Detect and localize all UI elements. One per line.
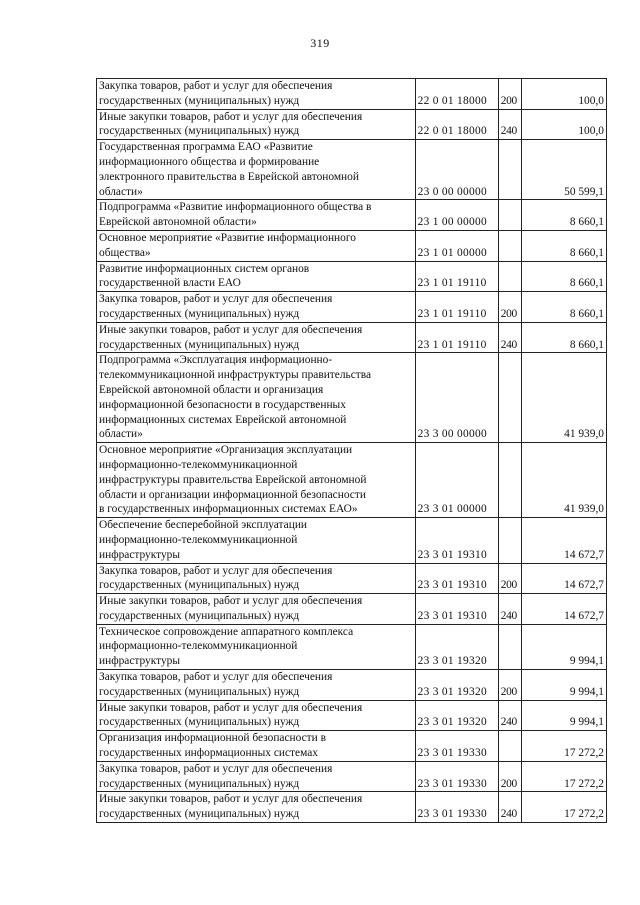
- cell-amount: 17 272,2: [521, 731, 606, 762]
- cell-name: Основное мероприятие «Организация эксплуатации информационно-телекоммуникационной инфраструктуры правительства Еврейской автономной области и организации информационной безопасности в государственных информационных системах ЕАО»: [97, 443, 416, 518]
- cell-expense-type: [498, 624, 521, 669]
- cell-target-article: 23 3 01 19310: [415, 594, 498, 625]
- cell-name: Подпрограмма «Эксплуатация информационно- телекоммуникационной инфраструктуры правительства Еврейской автономной области и организация информационной безопасности в государственных информационных системах Еврейской автономной области»: [97, 353, 416, 443]
- cell-amount: 17 272,2: [521, 761, 606, 792]
- cell-target-article: 23 0 00 00000: [415, 140, 498, 200]
- table-row: [97, 792, 607, 823]
- cell-expense-type: [498, 731, 521, 762]
- cell-expense-type: 200: [498, 563, 521, 594]
- table-row: [97, 700, 607, 731]
- cell-expense-type: [498, 518, 521, 563]
- cell-name: Организация информационной безопасности в государственных информационных системах: [97, 731, 416, 762]
- cell-name: Иные закупки товаров, работ и услуг для обеспечения государственных (муниципальных) нужд: [97, 109, 416, 140]
- cell-name: Подпрограмма «Развитие информационного общества в Еврейской автономной области»: [97, 200, 416, 231]
- table-row: [97, 261, 607, 292]
- cell-name: Закупка товаров, работ и услуг для обеспечения государственных (муниципальных) нужд: [97, 670, 416, 701]
- cell-amount: 50 599,1: [521, 140, 606, 200]
- cell-target-article: 23 3 01 19320: [415, 700, 498, 731]
- cell-expense-type: 200: [498, 79, 521, 110]
- cell-target-article: 23 3 01 00000: [415, 443, 498, 518]
- cell-name: Иные закупки товаров, работ и услуг для обеспечения государственных (муниципальных) нужд: [97, 594, 416, 625]
- cell-name: Иные закупки товаров, работ и услуг для обеспечения государственных (муниципальных) нужд: [97, 700, 416, 731]
- cell-expense-type: 240: [498, 322, 521, 353]
- cell-target-article: 23 1 01 00000: [415, 230, 498, 261]
- cell-name: Обеспечение бесперебойной эксплуатации информационно-телекоммуникационной инфраструктуры: [97, 518, 416, 563]
- cell-expense-type: [498, 443, 521, 518]
- cell-target-article: 23 1 01 19110: [415, 261, 498, 292]
- cell-amount: 8 660,1: [521, 292, 606, 323]
- cell-name: Закупка товаров, работ и услуг для обеспечения государственных (муниципальных) нужд: [97, 761, 416, 792]
- table-row: [97, 670, 607, 701]
- page-number: 319: [310, 36, 330, 50]
- cell-target-article: 22 0 01 18000: [415, 79, 498, 110]
- table-row: [97, 79, 607, 110]
- cell-amount: 14 672,7: [521, 518, 606, 563]
- cell-amount: 9 994,1: [521, 700, 606, 731]
- cell-target-article: 23 3 01 19330: [415, 792, 498, 823]
- cell-amount: 8 660,1: [521, 230, 606, 261]
- table-row: [97, 563, 607, 594]
- table-row: [97, 624, 607, 669]
- cell-target-article: 23 3 00 00000: [415, 353, 498, 443]
- table-row: [97, 292, 607, 323]
- cell-target-article: 23 3 01 19330: [415, 761, 498, 792]
- cell-name: Иные закупки товаров, работ и услуг для обеспечения государственных (муниципальных) нужд: [97, 792, 416, 823]
- cell-expense-type: 200: [498, 761, 521, 792]
- budget-table-body: [97, 79, 607, 823]
- table-row: [97, 594, 607, 625]
- table-row: [97, 200, 607, 231]
- cell-name: Основное мероприятие «Развитие информационного общества»: [97, 230, 416, 261]
- cell-target-article: 23 1 00 00000: [415, 200, 498, 231]
- table-row: [97, 518, 607, 563]
- cell-name: Техническое сопровождение аппаратного комплекса информационно-телекоммуникационной инфраструктуры: [97, 624, 416, 669]
- cell-target-article: 23 3 01 19330: [415, 731, 498, 762]
- cell-amount: 9 994,1: [521, 624, 606, 669]
- table-row: [97, 761, 607, 792]
- cell-expense-type: 240: [498, 792, 521, 823]
- table-row: [97, 353, 607, 443]
- cell-amount: 41 939,0: [521, 443, 606, 518]
- table-row: [97, 109, 607, 140]
- cell-expense-type: 200: [498, 292, 521, 323]
- cell-expense-type: [498, 353, 521, 443]
- table-row: [97, 230, 607, 261]
- cell-amount: 100,0: [521, 79, 606, 110]
- cell-expense-type: 240: [498, 594, 521, 625]
- cell-name: Иные закупки товаров, работ и услуг для обеспечения государственных (муниципальных) нужд: [97, 322, 416, 353]
- cell-expense-type: [498, 140, 521, 200]
- cell-amount: 100,0: [521, 109, 606, 140]
- cell-target-article: 23 1 01 19110: [415, 292, 498, 323]
- cell-name: Закупка товаров, работ и услуг для обеспечения государственных (муниципальных) нужд: [97, 79, 416, 110]
- cell-expense-type: 200: [498, 670, 521, 701]
- table-row: [97, 443, 607, 518]
- table-row: [97, 322, 607, 353]
- cell-amount: 8 660,1: [521, 261, 606, 292]
- cell-amount: 17 272,2: [521, 792, 606, 823]
- budget-table: [96, 78, 607, 823]
- cell-expense-type: 240: [498, 109, 521, 140]
- cell-name: Государственная программа ЕАО «Развитие информационного общества и формирование электронного правительства в Еврейской автономной области»: [97, 140, 416, 200]
- cell-target-article: 23 3 01 19320: [415, 624, 498, 669]
- cell-name: Развитие информационных систем органов государственной власти ЕАО: [97, 261, 416, 292]
- cell-expense-type: [498, 261, 521, 292]
- cell-target-article: 23 3 01 19320: [415, 670, 498, 701]
- cell-expense-type: [498, 200, 521, 231]
- cell-amount: 14 672,7: [521, 594, 606, 625]
- cell-target-article: 23 3 01 19310: [415, 563, 498, 594]
- cell-amount: 8 660,1: [521, 322, 606, 353]
- cell-expense-type: [498, 230, 521, 261]
- cell-expense-type: 240: [498, 700, 521, 731]
- cell-target-article: 23 1 01 19110: [415, 322, 498, 353]
- cell-target-article: 22 0 01 18000: [415, 109, 498, 140]
- cell-amount: 14 672,7: [521, 563, 606, 594]
- table-row: [97, 731, 607, 762]
- cell-amount: 8 660,1: [521, 200, 606, 231]
- cell-target-article: 23 3 01 19310: [415, 518, 498, 563]
- cell-amount: 9 994,1: [521, 670, 606, 701]
- cell-name: Закупка товаров, работ и услуг для обеспечения государственных (муниципальных) нужд: [97, 292, 416, 323]
- cell-name: Закупка товаров, работ и услуг для обеспечения государственных (муниципальных) нужд: [97, 563, 416, 594]
- table-row: [97, 140, 607, 200]
- cell-amount: 41 939,0: [521, 353, 606, 443]
